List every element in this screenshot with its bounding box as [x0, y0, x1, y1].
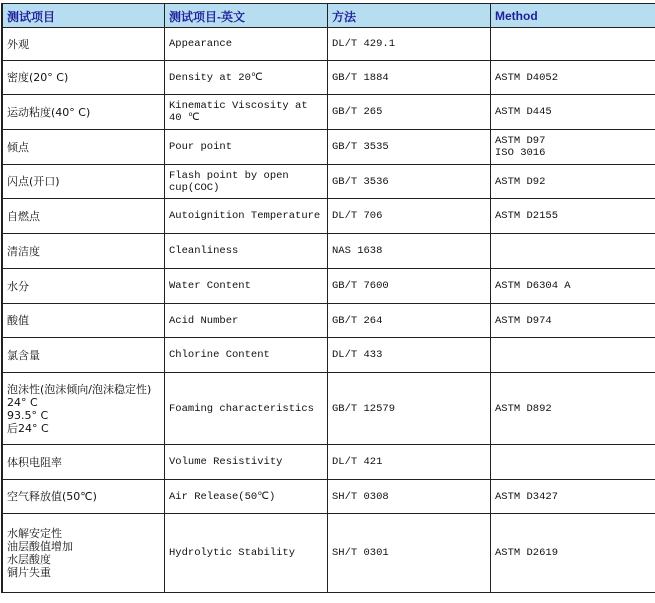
test-item-line: 93.5° C [7, 408, 49, 422]
cell-test-item: 水分 [3, 269, 165, 304]
header-test-item: 测试项目 [3, 4, 165, 28]
table-row [3, 130, 655, 165]
table-row [3, 338, 655, 373]
cell-method: SH/T 0301 [328, 514, 491, 593]
cell-astm-method: ASTM D2155 [491, 199, 655, 234]
cell-test-item-english: Hydrolytic Stability [165, 514, 328, 593]
cell-test-item-english: Cleanliness [165, 234, 328, 269]
cell-test-item-english: Acid Number [165, 304, 328, 338]
test-item-line: 油层酸值增加 [7, 540, 73, 553]
table-row [3, 61, 655, 95]
table-row [3, 234, 655, 269]
table-row [3, 304, 655, 338]
test-item-line: 后24° C [7, 421, 49, 435]
cell-test-item: 体积电阻率 [3, 445, 165, 480]
cell-test-item [3, 514, 165, 593]
astm-method-line: ASTM D97 [495, 135, 546, 147]
cell-test-item-english: Water Content [165, 269, 328, 304]
test-items-table [2, 3, 655, 593]
cell-method: GB/T 12579 [328, 373, 491, 445]
astm-method-line: ISO 3016 [495, 147, 546, 159]
cell-astm-method [491, 130, 655, 165]
cell-test-item-english: Foaming characteristics [165, 373, 328, 445]
test-item-line: 水层酸度 [7, 553, 51, 566]
cell-method: GB/T 3536 [328, 165, 491, 199]
header-test-item-english: 测试项目-英文 [165, 4, 328, 28]
test-item-line: 24° C [7, 395, 38, 409]
cell-astm-method: ASTM D4052 [491, 61, 655, 95]
cell-astm-method [491, 338, 655, 373]
cell-astm-method: ASTM D892 [491, 373, 655, 445]
cell-test-item: 氯含量 [3, 338, 165, 373]
cell-test-item [3, 373, 165, 445]
cell-test-item-english: Pour point [165, 130, 328, 165]
cell-test-item-english: Air Release(50℃) [165, 480, 328, 514]
cell-test-item-english: Volume Resistivity [165, 445, 328, 480]
cell-astm-method: ASTM D445 [491, 95, 655, 130]
test-items-table-container [1, 3, 655, 593]
cell-test-item: 空气释放值(50℃) [3, 480, 165, 514]
header-method: 方法 [328, 4, 491, 28]
header-method-astm: Method [491, 4, 655, 28]
cell-test-item: 运动粘度(40° C) [3, 95, 165, 130]
cell-astm-method: ASTM D974 [491, 304, 655, 338]
cell-method: GB/T 265 [328, 95, 491, 130]
cell-test-item-english: Appearance [165, 28, 328, 61]
cell-test-item: 密度(20° C) [3, 61, 165, 95]
cell-method: GB/T 7600 [328, 269, 491, 304]
cell-test-item-english: Chlorine Content [165, 338, 328, 373]
cell-method: GB/T 264 [328, 304, 491, 338]
cell-test-item: 自燃点 [3, 199, 165, 234]
test-item-line: 泡沫性(泡沫倾向/泡沫稳定性) [7, 382, 152, 396]
cell-test-item: 倾点 [3, 130, 165, 165]
cell-method: DL/T 421 [328, 445, 491, 480]
table-row [3, 28, 655, 61]
cell-astm-method [491, 234, 655, 269]
cell-method: DL/T 706 [328, 199, 491, 234]
cell-method: DL/T 429.1 [328, 28, 491, 61]
cell-test-item: 酸值 [3, 304, 165, 338]
cell-astm-method: ASTM D2619 [491, 514, 655, 593]
cell-test-item: 外观 [3, 28, 165, 61]
cell-method: GB/T 3535 [328, 130, 491, 165]
cell-test-item: 清洁度 [3, 234, 165, 269]
table-header-row [3, 4, 655, 28]
cell-test-item-english: Flash point by open cup(COC) [165, 165, 328, 199]
cell-test-item-english: Kinematic Viscosity at 40 ℃ [165, 95, 328, 130]
cell-test-item-english: Autoignition Temperature [165, 199, 328, 234]
test-item-line: 铜片失重 [7, 566, 51, 579]
cell-astm-method: ASTM D3427 [491, 480, 655, 514]
table-row [3, 95, 655, 130]
test-item-line: 水解安定性 [7, 527, 62, 540]
cell-astm-method [491, 445, 655, 480]
cell-method: NAS 1638 [328, 234, 491, 269]
table-row [3, 199, 655, 234]
cell-astm-method [491, 28, 655, 61]
cell-astm-method: ASTM D92 [491, 165, 655, 199]
cell-test-item: 闪点(开口) [3, 165, 165, 199]
table-row [3, 445, 655, 480]
cell-method: DL/T 433 [328, 338, 491, 373]
table-row [3, 373, 655, 445]
cell-method: SH/T 0308 [328, 480, 491, 514]
cell-test-item-english: Density at 20℃ [165, 61, 328, 95]
cell-method: GB/T 1884 [328, 61, 491, 95]
cell-astm-method: ASTM D6304 A [491, 269, 655, 304]
table-row [3, 269, 655, 304]
table-row [3, 165, 655, 199]
table-row [3, 480, 655, 514]
table-row [3, 514, 655, 593]
